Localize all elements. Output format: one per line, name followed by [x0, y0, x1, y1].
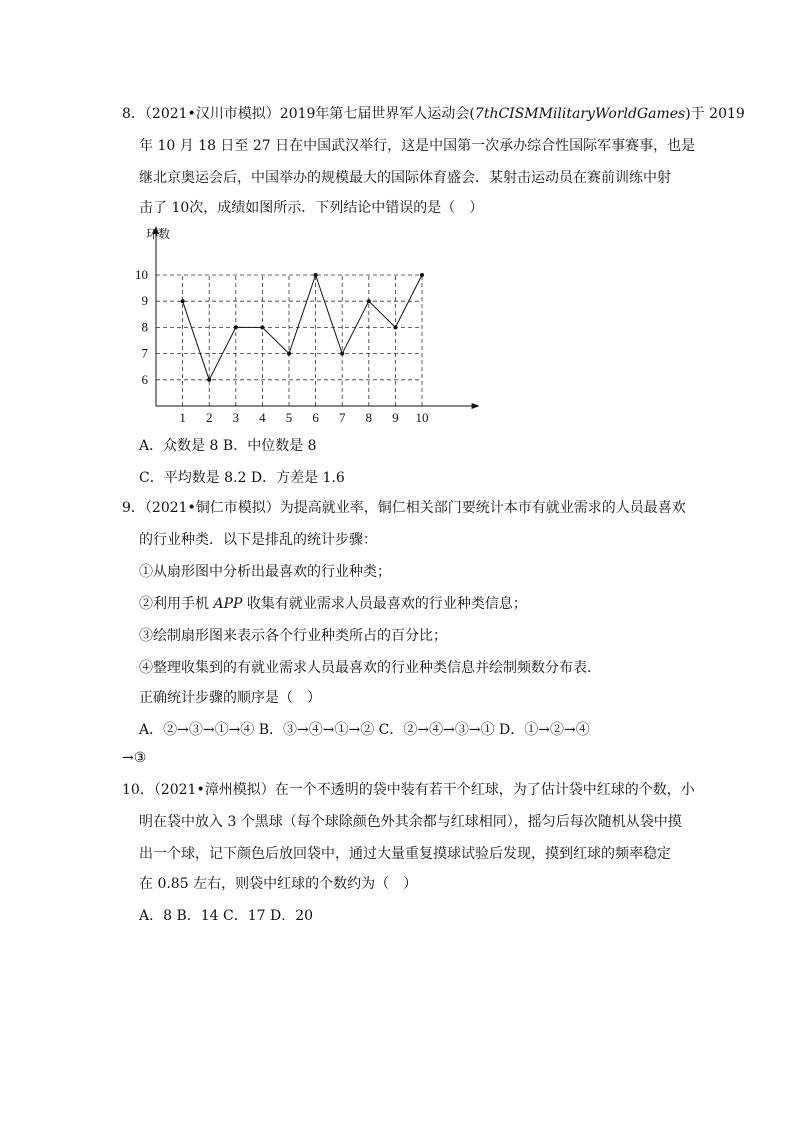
data-point-7: [340, 352, 344, 356]
data-point-8: [367, 299, 371, 303]
q9-line-2: 的行业种类．以下是排乱的统计步骤：: [139, 532, 377, 548]
x-tick-label-3: 3: [232, 410, 240, 425]
q8-line-2: 年 10 月 18 日至 27 日在中国武汉举行，这是中国第一次承办综合性国际军事赛事，也是: [139, 138, 696, 154]
x-tick-label-4: 4: [259, 410, 266, 425]
q10-options: A．8 B．14 C．17 D．20: [139, 908, 314, 924]
q9-text: （2021•铜仁市模拟）为提高就业率，铜仁相关部门要统计本市有就业需求的人员最喜欢: [144, 500, 686, 516]
data-point-5: [287, 352, 291, 356]
q8-line-4: 击了 10次，成绩如图所示．下列结论中错误的是（ ）: [139, 200, 484, 216]
y-tick-label-10: 10: [135, 267, 148, 282]
q10-line-2: 明在袋中放入 3 个黑球（每个球除颜色外其余都与红球相同），摇匀后每次随机从袋中摸: [139, 814, 682, 830]
q9-line-1: [122, 498, 686, 518]
data-point-2: [207, 378, 211, 382]
q9-step-1: ①从扇形图中分析出最喜欢的行业种类；: [139, 564, 391, 580]
q9-number: 9．: [122, 500, 145, 516]
q8-line-3: 继北京奥运会后，中国举办的规模最大的国际体育盛会．某射击运动员在赛前训练中射: [139, 170, 671, 186]
q9-step-3: ③绘制扇形图来表示各个行业种类所占的百分比；: [139, 628, 447, 644]
q8-options-ab: A．众数是 8 B．中位数是 8: [139, 438, 317, 454]
x-tick-label-8: 8: [365, 410, 373, 425]
data-point-6: [314, 273, 318, 277]
q8-number: 8．: [122, 106, 145, 122]
x-axis-arrow: [472, 403, 480, 409]
q9-step-2-c: 收集有就业需求人员最喜欢的行业种类信息；: [242, 596, 527, 612]
q10-number: 10．: [122, 782, 154, 798]
q9-step-2-a: ②利用手机: [139, 596, 214, 612]
q9-step-4: ④整理收集到的有就业需求人员最喜欢的行业种类信息并绘制频数分布表．: [139, 660, 601, 676]
q8-line1-tail: )于 2019: [685, 106, 745, 122]
x-tick-label-7: 7: [338, 410, 346, 425]
q8-options-cd: C．平均数是 8.2 D．方差是 1.6: [139, 470, 345, 486]
q10-line-4: 在 0.85 左右，则袋中红球的个数约为（ ）: [139, 876, 418, 892]
x-tick-label-6: 6: [312, 410, 319, 425]
data-point-10: [420, 273, 424, 277]
data-point-1: [181, 299, 185, 303]
data-point-3: [234, 325, 238, 329]
y-tick-label-6: 6: [141, 371, 148, 387]
x-tick-label-1: 1: [179, 410, 186, 425]
score-series-line: [183, 275, 422, 380]
score-line-chart: [130, 222, 490, 432]
x-tick-label-5: 5: [285, 410, 293, 425]
x-tick-label-10: 10: [415, 410, 429, 425]
x-tick-label-9: 9: [392, 410, 399, 425]
q8-line-1: [122, 104, 745, 124]
q9-options-wrap: →③: [122, 750, 147, 766]
q9-step-2-app: APP: [213, 596, 243, 612]
q8-english-name: 7thCISMMilitaryWorldGames: [474, 106, 686, 122]
x-tick-label-2: 2: [205, 410, 213, 425]
y-tick-label-8: 8: [141, 319, 148, 335]
y-tick-label-7: 7: [141, 345, 148, 361]
q9-question: 正确统计步骤的顺序是（ ）: [139, 690, 321, 706]
q9-step-2: [139, 594, 527, 614]
q10-text: （2021•漳州模拟）在一个不透明的袋中装有若干个红球，为了估计袋中红球的个数，小: [153, 782, 695, 798]
data-point-9: [393, 325, 397, 329]
data-point-4: [260, 325, 264, 329]
y-axis-label: 环数: [146, 227, 171, 241]
q10-line-1: [122, 780, 695, 800]
y-tick-label-9: 9: [141, 293, 148, 309]
q10-line-3: 出一个球，记下颜色后放回袋中，通过大量重复摸球试验后发现，摸到红球的频率稳定: [139, 846, 671, 862]
q8-source: （2021•汉川市模拟）2019年第七届世界军人运动会(: [144, 106, 475, 122]
q9-options: A．②→③→①→④ B．③→④→①→② C．②→④→③→① D．①→②→④: [139, 722, 590, 738]
